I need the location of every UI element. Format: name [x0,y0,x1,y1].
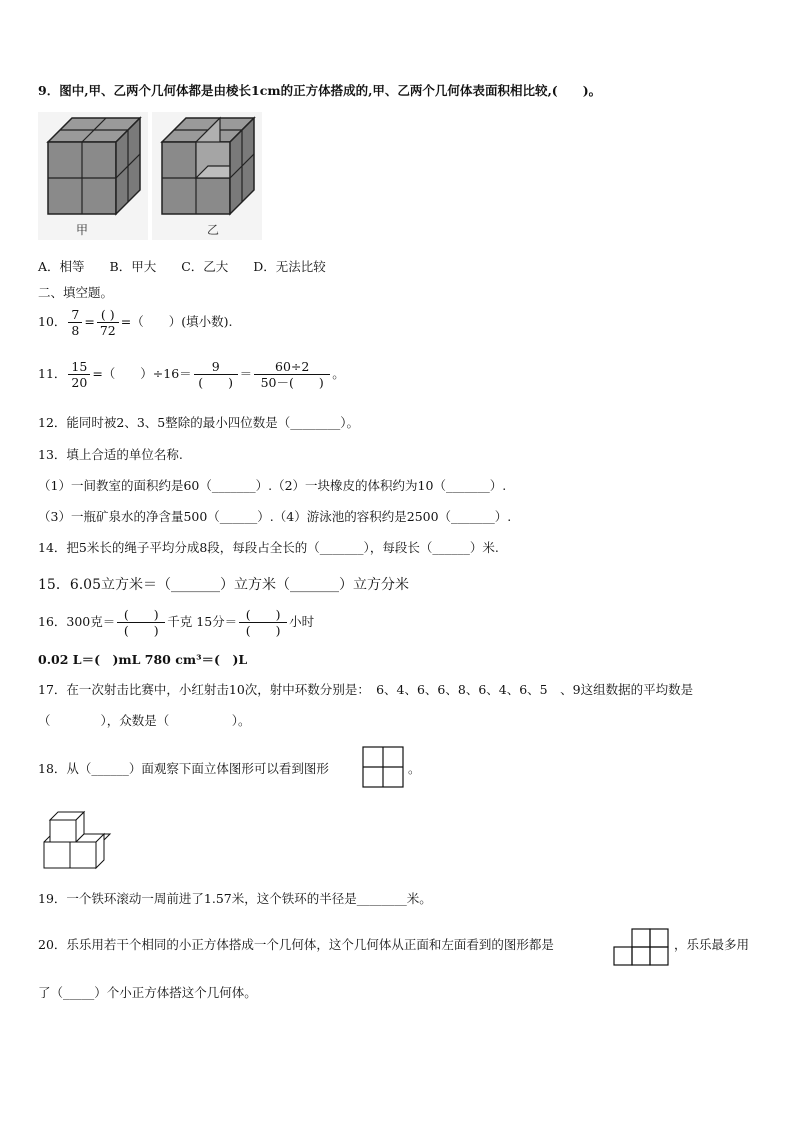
q13-title: 13．填上合适的单位名称. [38,447,183,462]
q13-line1: （1）一间教室的面积约是60（_______）.（2）一块橡皮的体积约为10（_______）. [38,478,507,493]
q12: 12．能同时被2、3、5整除的最小四位数是（________）。 [38,415,360,430]
q20-line1-post: ，乐乐最多用 [674,937,750,952]
q10-rest: =（ ）(填小数). [120,314,233,329]
q10 [38,305,232,339]
q10-num: 10． [38,314,67,329]
figure-jia-label: 甲 [76,223,89,237]
q11-frac3: $\frac{60\div 2}{50-( )}$ [254,359,330,390]
q9-options: A．相等 B．甲大 C．乙大 D．无法比较 [38,259,326,274]
q14: 14．把5米长的绳子平均分成8段，每段占全长的（_______），每段长（______）米. [38,540,499,555]
q11-frac1: $\frac{15}{20}$ [68,359,90,390]
q17-line2: （ ），众数是（ ）。 [38,713,251,728]
q16 [38,604,314,640]
q11-num: 11． [38,366,67,381]
q17-line1: 17．在一次射击比赛中，小红射击10次，射中环数分别是： 6、4、6、6、8、6、4、6、5 、9这组数据的平均数是 [38,682,694,697]
q10-frac1: $\frac{7}{8}$ [68,307,82,338]
q13-line2: （3）一瓶矿泉水的净含量500（______）.（4）游泳池的容积约是2500（_______）. [38,509,512,524]
q11 [38,356,345,392]
q16-line2: 0.02 L＝( )mL 780 cm³＝( )L [38,652,248,667]
q18-pre: 18．从（______）面观察下面立体图形可以看到图形 [38,761,329,776]
q20-line1-pre: 20．乐乐用若干个相同的小正方体搭成一个几何体，这个几何体从正面和左面看到的图形都是 [38,937,554,952]
q16-frac2: $\frac{( )}{( )}$ [239,607,287,638]
q11-end: 。 [332,366,345,381]
q10-frac2: $\frac{( )}{72}$ [97,307,119,338]
q11-frac2: $\frac{9}{( )}$ [194,359,238,390]
q9-text: 9．图中,甲、乙两个几何体都是由棱长1cm的正方体搭成的,甲、乙两个几何体表面积相比较,( )。 [38,83,602,98]
q20-view-shape-icon [612,928,670,966]
q18-solid-figure [40,806,112,874]
figure-yi-label: 乙 [207,223,220,237]
q16-num: 16．300克＝ [38,614,116,629]
figure-jia [38,112,148,240]
q16-frac1: $\frac{( )}{( )}$ [117,607,165,638]
q11-eq: ＝ [239,366,253,381]
q18-view-grid-icon [362,746,404,788]
figure-yi [152,112,262,240]
q20-line2: 了（_____）个小正方体搭这个几何体。 [38,985,257,1000]
q18-text [38,760,329,778]
q20-line1 [38,936,554,954]
q10-eq: = [84,314,95,329]
q15: 15．6.05立方米＝（_______）立方米（_______）立方分米 [38,577,409,593]
q18-end: 。 [408,761,421,776]
q16-end: 小时 [289,614,315,629]
q19: 19．一个铁环滚动一周前进了1.57米，这个铁环的半径是________米。 [38,891,432,906]
section-heading: 二、填空题。 [38,285,114,300]
q16-mid: 千克 15分＝ [167,614,238,629]
q11-mid: =（ ）÷16＝ [92,366,192,381]
